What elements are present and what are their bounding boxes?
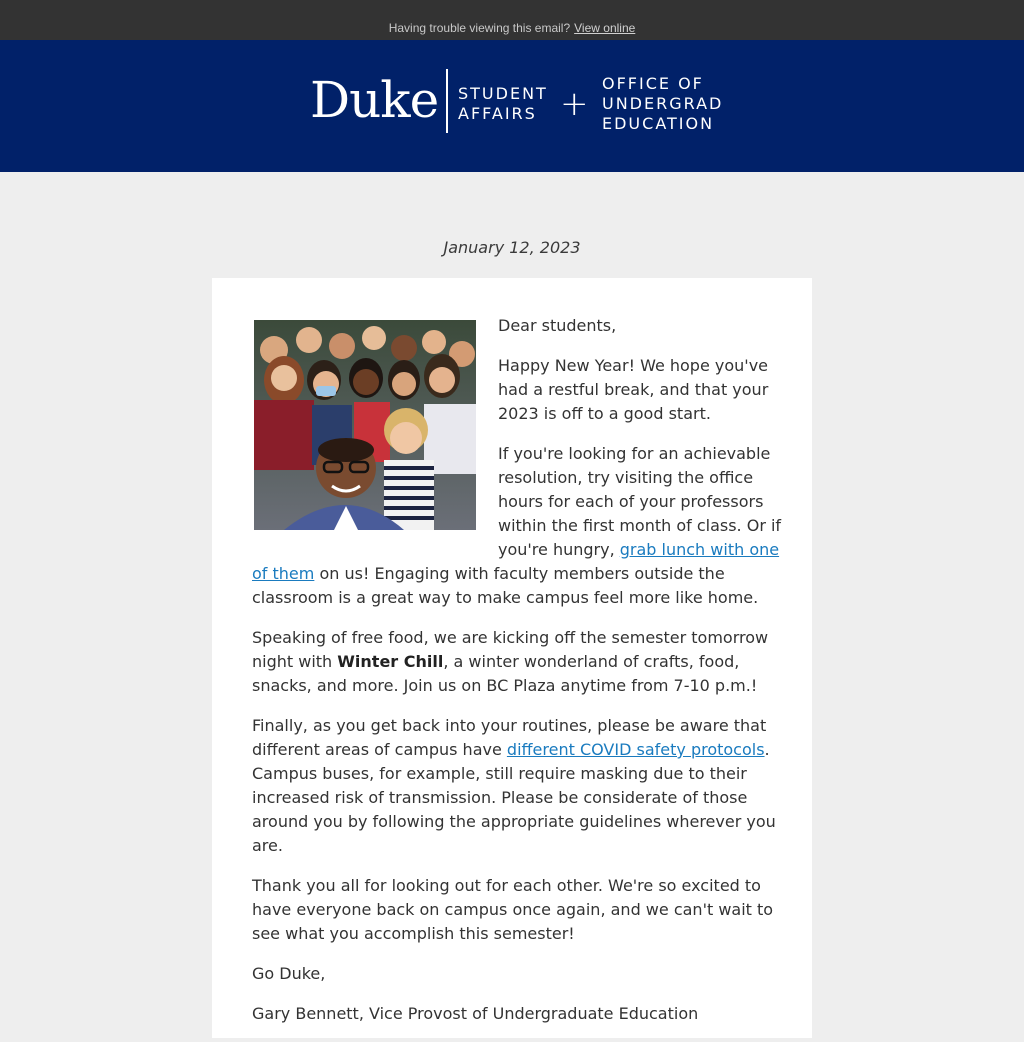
- view-online-link[interactable]: View online: [574, 21, 636, 35]
- greeting: Dear students,: [498, 316, 617, 335]
- paragraph-new-year: Happy New Year! We hope you've had a restful break, and that your 2023 is off to a good start.: [498, 356, 769, 423]
- email-card: [212, 278, 812, 1038]
- email-date: January 12, 2023: [443, 238, 581, 257]
- duke-logo[interactable]: [310, 68, 724, 134]
- email-body: [252, 314, 788, 1042]
- paragraph-covid: Finally, as you get back into your routines, please be aware that different areas of campus have different COVID safety protocols. Campus buses, for example, still require masking due to their increased risk of transmission. Please be considerate of those around you by following the appropriate guidelines wherever you are.: [252, 716, 776, 855]
- students-selfie-photo: [254, 320, 476, 530]
- trouble-viewing-text: Having trouble viewing this email?: [388, 21, 571, 35]
- winter-chill-bold: Winter Chill: [337, 652, 444, 671]
- grab-lunch-link[interactable]: grab lunch with one of them: [252, 540, 780, 583]
- covid-protocols-link[interactable]: different COVID safety protocols: [506, 740, 765, 759]
- paragraph-winter-chill: Speaking of free food, we are kicking off the semester tomorrow night with Winter Chill, a winter wonderland of crafts, food, snacks, and more. Join us on BC Plaza anytime from 7-10 p.m.!: [252, 628, 769, 695]
- student-affairs-label: STUDENT AFFAIRS: [458, 84, 548, 123]
- signature: Gary Bennett, Vice Provost of Undergraduate Education: [252, 1004, 699, 1023]
- view-online-bar: [0, 0, 1024, 40]
- paragraph-office-hours: If you're looking for an achievable resolution, try visiting the office hours for each of your professors within the first month of class. Or if you're hungry, grab lunch with one of them on us! Engaging with faculty members outside the classroom is a great way to make campus feel more like home.: [252, 444, 782, 607]
- duke-wordmark: Duke: [310, 71, 439, 129]
- plus-icon: +: [560, 84, 589, 124]
- logo-divider: [446, 69, 448, 133]
- signoff: Go Duke,: [252, 964, 326, 983]
- office-undergrad-label: OFFICE OF UNDERGRAD EDUCATION: [602, 74, 724, 133]
- email-header: [0, 40, 1024, 172]
- paragraph-thank-you: Thank you all for looking out for each other. We're so excited to have everyone back on campus once again, and we can't wait to see what you accomplish this semester!: [252, 876, 774, 943]
